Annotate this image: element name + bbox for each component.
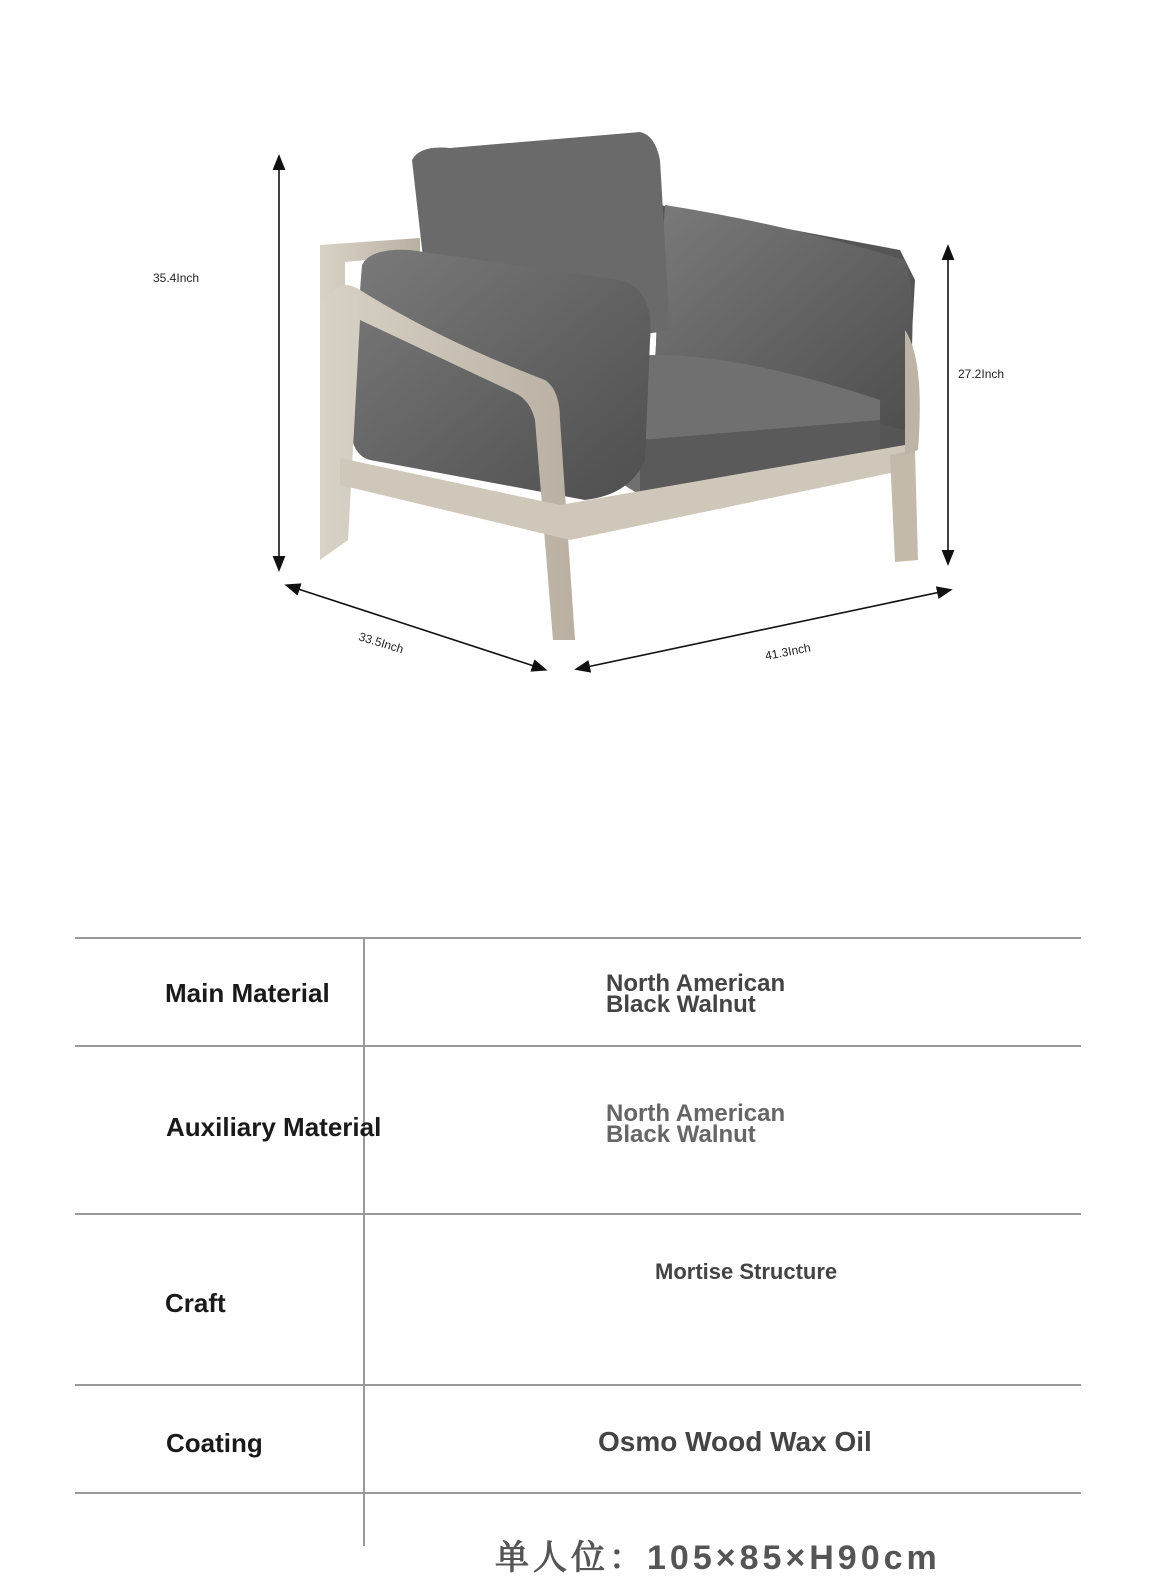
depth-arrow bbox=[292, 587, 540, 668]
table-rule bbox=[75, 1213, 1081, 1215]
table-rule bbox=[75, 1045, 1081, 1047]
spec-label-auxiliary-material: Auxiliary Material bbox=[166, 1112, 382, 1142]
armchair-image bbox=[320, 132, 920, 640]
armchair-dimension-illustration bbox=[0, 0, 1159, 720]
depth-label: 33.5Inch bbox=[357, 629, 406, 657]
table-rule bbox=[75, 937, 1081, 939]
table-rule bbox=[75, 1384, 1081, 1386]
height-total-label: 35.4Inch bbox=[153, 271, 200, 285]
width-label: 41.3Inch bbox=[763, 640, 812, 663]
table-column-divider bbox=[363, 937, 365, 1546]
width-arrow bbox=[582, 591, 945, 668]
spec-label-coating: Coating bbox=[166, 1428, 263, 1458]
table-rule bbox=[75, 1492, 1081, 1494]
spec-label-main-material: Main Material bbox=[165, 978, 330, 1008]
spec-value-size-partial: 单人位：105×85×H90cm bbox=[495, 1539, 941, 1577]
spec-value-auxiliary-material: North American Black Walnut bbox=[606, 1100, 786, 1148]
height-arm-label: 27.2Inch bbox=[958, 367, 1005, 381]
spec-value-main-material: North American Black Walnut bbox=[606, 970, 786, 1018]
spec-value-coating: Osmo Wood Wax Oil bbox=[598, 1426, 872, 1457]
spec-label-craft: Craft bbox=[165, 1288, 226, 1318]
spec-value-craft: Mortise Structure bbox=[655, 1259, 838, 1284]
